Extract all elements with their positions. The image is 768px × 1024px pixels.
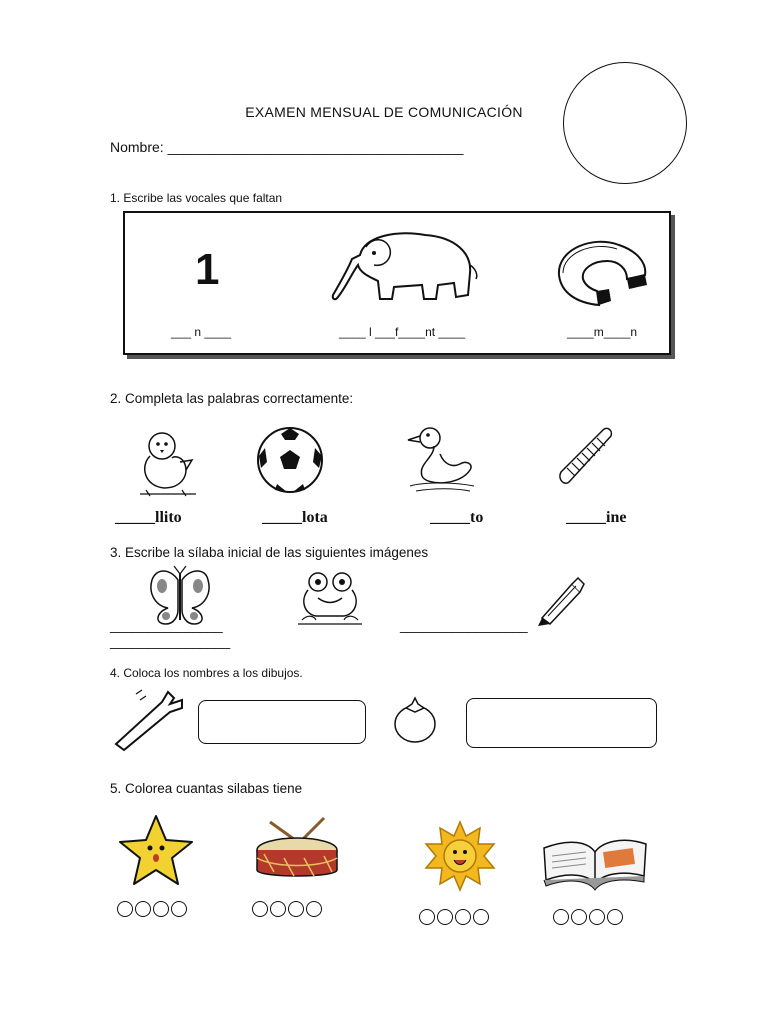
q1-box bbox=[123, 211, 671, 355]
syllable-circle[interactable] bbox=[135, 901, 151, 917]
book-icon bbox=[540, 828, 650, 892]
pencil-icon bbox=[536, 574, 586, 626]
syllable-circle[interactable] bbox=[306, 901, 322, 917]
tomato-icon bbox=[392, 696, 438, 744]
drum-icon bbox=[254, 814, 340, 886]
syllable-circles-star bbox=[117, 901, 187, 917]
butterfly-icon bbox=[148, 566, 212, 626]
stick-icon bbox=[112, 688, 184, 752]
number-one-image: 1 bbox=[195, 245, 220, 294]
grade-circle bbox=[563, 62, 687, 184]
answer-box-2[interactable] bbox=[466, 698, 657, 748]
q1-blank-1: ___ n ____ bbox=[171, 325, 232, 339]
exam-title: EXAMEN MENSUAL DE COMUNICACIÓN bbox=[245, 104, 523, 120]
duck-icon bbox=[404, 424, 476, 494]
syllable-circle[interactable] bbox=[473, 909, 489, 925]
syllable-circles-drum bbox=[252, 901, 322, 917]
q3-line-3: _________________ bbox=[400, 618, 528, 633]
comb-icon bbox=[555, 426, 617, 486]
q3-prompt: 3. Escribe la sílaba inicial de las siguientes imágenes bbox=[110, 545, 429, 560]
syllable-circle[interactable] bbox=[288, 901, 304, 917]
q2-word-3: _____to bbox=[430, 509, 484, 526]
elephant-icon bbox=[330, 225, 480, 307]
syllable-circle[interactable] bbox=[252, 901, 268, 917]
syllable-circle[interactable] bbox=[419, 909, 435, 925]
syllable-circle[interactable] bbox=[153, 901, 169, 917]
syllable-circle[interactable] bbox=[607, 909, 623, 925]
q3-line-1: _______________ bbox=[110, 618, 223, 633]
syllable-circle[interactable] bbox=[437, 909, 453, 925]
q2-word-4: _____ine bbox=[566, 509, 627, 526]
soccer-ball-icon bbox=[255, 426, 325, 494]
q2-word-1: _____llito bbox=[115, 509, 182, 526]
q2-prompt: 2. Completa las palabras correctamente: bbox=[110, 391, 354, 406]
syllable-circle[interactable] bbox=[455, 909, 471, 925]
syllable-circle[interactable] bbox=[589, 909, 605, 925]
syllable-circle[interactable] bbox=[117, 901, 133, 917]
sun-icon bbox=[424, 820, 496, 892]
q1-blank-2: ____ l ___f____nt ____ bbox=[339, 325, 466, 339]
q5-prompt: 5. Colorea cuantas silabas tiene bbox=[110, 781, 303, 796]
chick-icon bbox=[136, 426, 198, 498]
frog-icon bbox=[296, 570, 364, 626]
syllable-circles-book bbox=[553, 909, 623, 925]
magnet-icon bbox=[553, 235, 653, 307]
q1-prompt: 1. Escribe las vocales que faltan bbox=[110, 191, 283, 205]
syllable-circle[interactable] bbox=[270, 901, 286, 917]
syllable-circle[interactable] bbox=[171, 901, 187, 917]
q1-blank-3: ____m____n bbox=[567, 325, 638, 339]
star-icon bbox=[118, 814, 194, 888]
syllable-circles-sun bbox=[419, 909, 489, 925]
name-field-line: Nombre: ______________________________________ bbox=[110, 139, 464, 155]
q3-line-2: ________________ bbox=[110, 634, 231, 649]
q4-prompt: 4. Coloca los nombres a los dibujos. bbox=[110, 666, 303, 680]
syllable-circle[interactable] bbox=[571, 909, 587, 925]
syllable-circle[interactable] bbox=[553, 909, 569, 925]
answer-box-1[interactable] bbox=[198, 700, 366, 744]
q2-word-2: _____lota bbox=[262, 509, 328, 526]
